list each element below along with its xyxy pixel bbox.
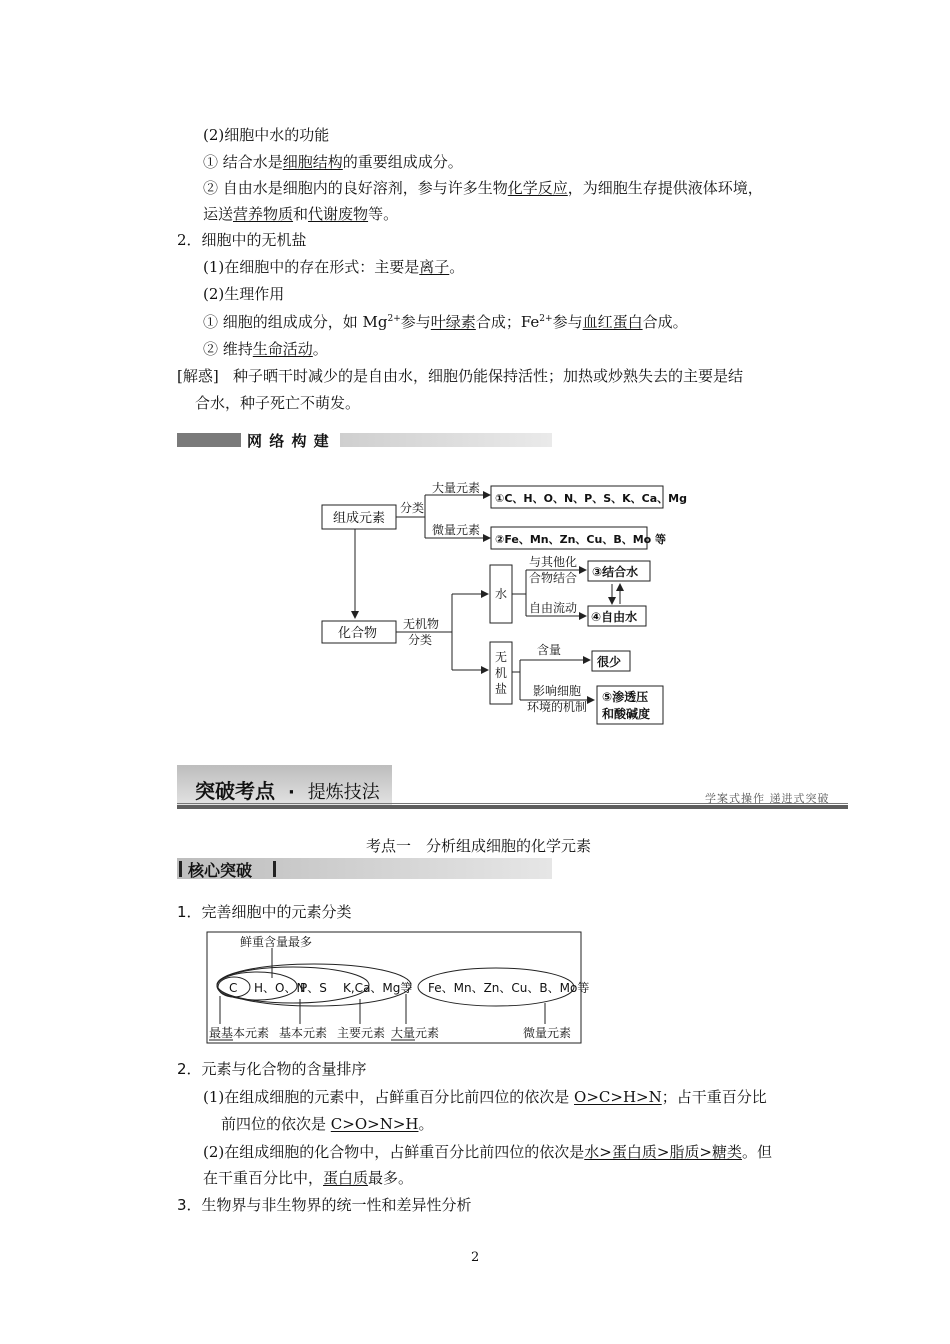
c-label: C [229,981,238,995]
ps-label: P、S [300,981,327,995]
compose-label: 组成元素 [333,511,386,526]
section-title: 突破考点 [195,779,275,803]
compound-label: 化合物 [338,626,378,641]
bind-label-2: 合物结合 [529,571,578,585]
salt-heading: 2．细胞中的无机盐 [177,231,307,249]
basic-most-label: 最基本元素 [209,1026,270,1040]
basic-label: 基本元素 [279,1026,328,1040]
micro-el-label: 微量元素 [523,1026,572,1040]
salt-role-2: ② 维持生命活动。 [203,340,328,358]
free-water-label: ④自由水 [591,610,638,624]
affect-label-2: 环境的机制 [527,700,588,714]
q2-p2-line-2: 在干重百分比中，蛋白质最多。 [203,1169,414,1187]
q1-heading: 1．完善细胞中的元素分类 [177,903,352,921]
top-label: 鲜重含量最多 [240,935,313,949]
micro-list: ②Fe、Mn、Zn、Cu、B、Mo 等 [495,533,667,546]
macro-label: 大量元素 [432,481,481,495]
water-line-3: 运送营养物质和代谢废物等。 [203,205,399,223]
clarify-line-1: [解惑] 种子晒干时减少的是自由水，细胞仍能保持活性；加热或炒熟失去的主要是结 [177,367,744,385]
core-title: 核心突破 [188,861,253,880]
kcamg-label: K,Ca、Mg等 [343,981,413,995]
section-right: 学案式操作 递进式突破 [705,792,830,805]
page-number: 2 [471,1250,480,1265]
affect-label-1: 影响细胞 [533,684,582,698]
inorganic-label-1: 无机物 [403,617,440,631]
kaodian-title: 考点一 分析组成细胞的化学元素 [366,837,592,855]
osmo-label-2: 和酸碱度 [602,707,651,721]
macro-list: ①C、H、O、N、P、S、K、Ca、Mg [495,492,687,505]
clarify-label: [解惑] [177,367,219,385]
content-label: 含量 [537,643,562,657]
classify-label: 分类 [400,501,425,515]
hon-label: H、O、N [254,981,306,995]
salt-form: (1)在细胞中的存在形式：主要是离子。 [203,258,465,276]
osmo-label-1: ⑤渗透压 [602,690,649,704]
network-title: 网 络 构 建 [247,432,330,450]
macro-el-label: 大量元素 [391,1026,440,1040]
very-little-label: 很少 [597,655,622,669]
q2-p1-line-1: (1)在组成细胞的元素中，占鲜重百分比前四位的依次是 O>C>H>N；占干重百分比 [203,1088,767,1106]
main-label: 主要元素 [337,1026,386,1040]
salt-label-1: 无 [495,650,508,664]
section-subtitle: 提炼技法 [307,782,380,803]
salt-label-2: 机 [495,666,508,680]
q2-p1-line-2: 前四位的依次是 C>O>N>H。 [221,1115,434,1133]
water-line-2: ② 自由水是细胞内的良好溶剂，参与许多生物化学反应，为细胞生存提供液体环境， [203,179,763,197]
free-flow-label: 自由流动 [529,601,578,615]
section-dot: · [287,782,295,803]
q3-heading: 3．生物界与非生物界的统一性和差异性分析 [177,1196,472,1214]
salt-label-3: 盐 [495,682,508,696]
inorganic-label-2: 分类 [408,633,433,647]
micro-label: 微量元素 [432,523,481,537]
salt-role-1: ① 细胞的组成成分，如 $Mg^{2+}$参与叶绿素合成；$Fe^{2+}$参与血红蛋白合成。 [203,313,688,331]
clarify-line-2: 合水，种子死亡不萌发。 [195,394,361,412]
bind-label-1: 与其他化 [529,555,578,569]
water-line-1: ① 结合水是细胞结构的重要组成成分。 [203,153,463,171]
q2-heading: 2．元素与化合物的含量排序 [177,1060,367,1078]
micro-elements-label: Fe、Mn、Zn、Cu、B、Mo等 [428,981,590,995]
water-heading: (2)细胞中水的功能 [203,126,330,144]
water-label: 水 [495,587,508,601]
q2-p2-line-1: (2)在组成细胞的化合物中，占鲜重百分比前四位的依次是水>蛋白质>脂质>糖类。但 [203,1143,772,1161]
salt-role: (2)生理作用 [203,285,285,303]
bound-water-label: ③结合水 [592,565,639,579]
